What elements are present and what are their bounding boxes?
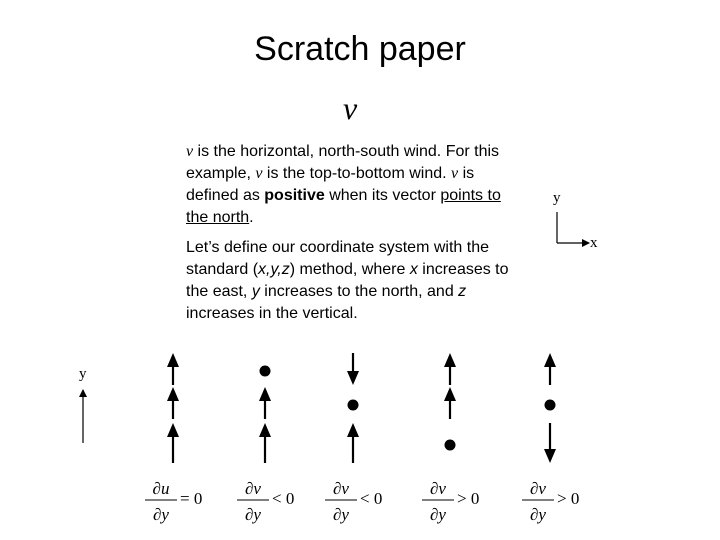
v-var: v (186, 143, 194, 160)
text-run: increases to the east, (186, 261, 509, 300)
up-arrow-head (167, 387, 179, 401)
y-axis-label: y (553, 190, 561, 206)
text-run: increases to the north, and (259, 283, 459, 300)
up-arrow-head (347, 423, 359, 437)
coordinate-axes (553, 190, 598, 251)
wind-column-4 (422, 353, 479, 524)
derivative-numerator: ∂v (430, 479, 446, 498)
left-y-axis (79, 366, 87, 443)
derivative-denominator: ∂y (333, 505, 349, 524)
down-arrow-head (544, 449, 556, 463)
v-var: v (255, 165, 263, 182)
up-arrow-head (167, 423, 179, 437)
text-run: is the top-to-bottom wind. (262, 165, 452, 182)
derivative-denominator: ∂y (430, 505, 446, 524)
derivative-relation: > 0 (557, 489, 580, 508)
wind-column-1 (145, 353, 202, 524)
text-run: . (249, 209, 254, 226)
v-symbol: v (343, 90, 358, 126)
x-var: x (409, 261, 418, 278)
derivative-relation: > 0 (457, 489, 480, 508)
y-var: y (251, 283, 260, 300)
derivative-relation: = 0 (180, 489, 203, 508)
wind-column-5 (522, 353, 579, 524)
wind-column-3 (325, 353, 382, 524)
calm-dot (260, 366, 271, 377)
up-arrow-head (167, 353, 179, 367)
left-y-axis-label: y (79, 366, 87, 382)
derivative-denominator: ∂y (530, 505, 546, 524)
v-var: v (451, 165, 459, 182)
text-run: Let’s define our coordinate system with the standard ( (186, 239, 489, 278)
up-arrow-head (259, 423, 271, 437)
derivative-numerator: ∂v (245, 479, 261, 498)
wind-columns (145, 353, 579, 524)
text-run: ) method, where (289, 261, 410, 278)
north-underline: points to the north (186, 187, 501, 226)
text-run: when its vector (324, 187, 441, 204)
derivative-numerator: ∂v (530, 479, 546, 498)
positive-emphasis: positive (264, 187, 325, 204)
calm-dot (445, 440, 456, 451)
text-run: increases in the vertical. (186, 305, 358, 322)
calm-dot (348, 400, 359, 411)
wind-column-2 (237, 366, 294, 525)
x-axis-label: x (590, 235, 598, 251)
up-arrow-head (444, 353, 456, 367)
text-run: is the horizontal, north-south wind. For this example, (186, 143, 500, 182)
down-arrow-head (347, 371, 359, 385)
derivative-denominator: ∂y (153, 505, 169, 524)
xyz-var: x,y,z (258, 261, 290, 278)
derivative-relation: < 0 (360, 489, 383, 508)
derivative-denominator: ∂y (245, 505, 261, 524)
derivative-relation: < 0 (272, 489, 295, 508)
up-arrow-head (544, 353, 556, 367)
derivative-numerator: ∂u (152, 479, 170, 498)
calm-dot (545, 400, 556, 411)
text-run: is defined as (186, 165, 475, 204)
derivative-numerator: ∂v (333, 479, 349, 498)
up-arrow-head (259, 387, 271, 401)
up-arrow-head (444, 387, 456, 401)
z-var: z (458, 283, 467, 300)
slide-title: Scratch paper (254, 30, 466, 68)
